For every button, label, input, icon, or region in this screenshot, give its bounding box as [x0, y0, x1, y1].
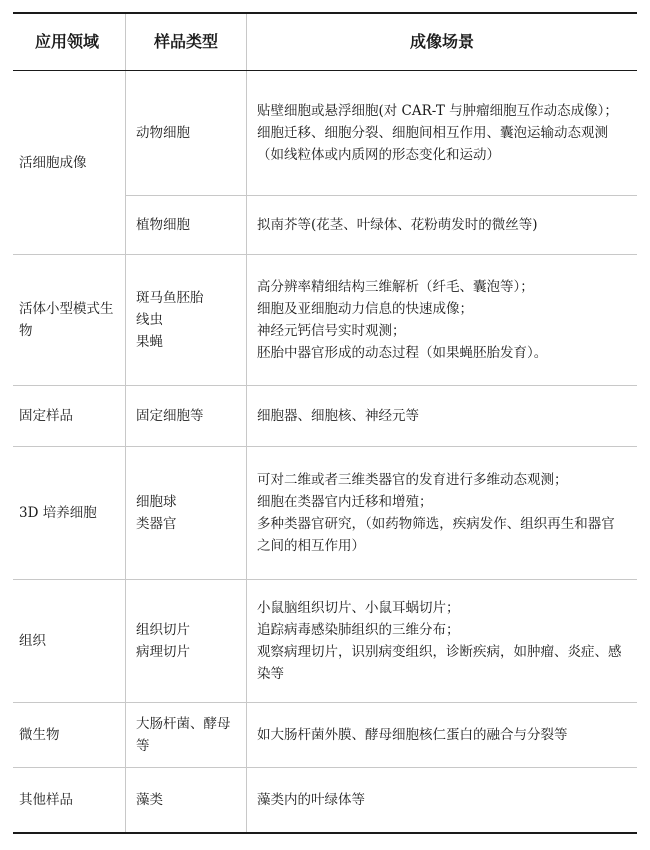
scene-line: 多种类器官研究，（如药物筛选，疾病发作、组织再生和器官之间的相互作用）	[257, 516, 615, 554]
scene-line: 高分辨率精细结构三维解析（纤毛、囊泡等）；	[257, 279, 534, 295]
application-table	[13, 12, 637, 834]
scene-cell	[247, 703, 638, 768]
scene-cell	[247, 580, 638, 703]
scene-cell	[247, 196, 638, 255]
domain-cell: 固定样品	[13, 386, 126, 447]
scene-line: 细胞器、细胞核、神经元等	[257, 408, 419, 424]
type-cell	[126, 386, 247, 447]
table-row	[13, 71, 637, 196]
domain-cell: 3D 培养细胞	[13, 447, 126, 580]
table-row	[13, 768, 637, 834]
type-line: 斑马鱼胚胎	[136, 290, 204, 306]
type-cell	[126, 71, 247, 196]
header-sample-type: 样品类型	[126, 13, 247, 71]
type-cell	[126, 703, 247, 768]
table-row	[13, 703, 637, 768]
type-line: 藻类	[136, 792, 163, 808]
scene-line: 细胞及亚细胞动力信息的快速成像；	[257, 301, 473, 317]
scene-line: 贴壁细胞或悬浮细胞(对 CAR-T 与肿瘤细胞互作动态成像）；	[257, 103, 618, 119]
type-line: 组织切片	[136, 622, 190, 638]
scene-line: 细胞迁移、细胞分裂、细胞间相互作用、囊泡运输动态观测（如线粒体或内质网的形态变化和运动）	[257, 125, 608, 163]
table-row	[13, 447, 637, 580]
scene-line: 观察病理切片，识别病变组织，诊断疾病，如肿瘤、炎症、感染等	[257, 644, 622, 682]
scene-line: 追踪病毒感染肺组织的三维分布；	[257, 622, 460, 638]
header-imaging-scene: 成像场景	[247, 13, 638, 71]
scene-line: 胚胎中器官形成的动态过程（如果蝇胚胎发育）。	[257, 345, 548, 361]
scene-line: 小鼠脑组织切片、小鼠耳蜗切片；	[257, 600, 460, 616]
table-row	[13, 386, 637, 447]
table-row	[13, 255, 637, 386]
domain-cell: 活细胞成像	[13, 71, 126, 255]
type-line: 固定细胞等	[136, 408, 204, 424]
type-cell	[126, 196, 247, 255]
header-row	[13, 13, 637, 71]
type-cell	[126, 255, 247, 386]
scene-cell	[247, 768, 638, 834]
type-line: 线虫	[136, 312, 163, 328]
domain-cell: 组织	[13, 580, 126, 703]
scene-line: 可对二维或者三维类器官的发育进行多维动态观测；	[257, 472, 568, 488]
type-line: 类器官	[136, 516, 177, 532]
domain-cell: 其他样品	[13, 768, 126, 834]
type-cell	[126, 447, 247, 580]
scene-line: 拟南芥等(花茎、叶绿体、花粉萌发时的微丝等)	[257, 217, 538, 233]
type-cell	[126, 768, 247, 834]
scene-cell	[247, 71, 638, 196]
scene-cell	[247, 386, 638, 447]
domain-cell: 微生物	[13, 703, 126, 768]
scene-cell	[247, 255, 638, 386]
type-line: 植物细胞	[136, 217, 190, 233]
type-line: 病理切片	[136, 644, 190, 660]
scene-line: 细胞在类器官内迁移和增殖；	[257, 494, 433, 510]
type-cell	[126, 580, 247, 703]
type-line: 大肠杆菌、酵母等	[136, 716, 231, 754]
domain-cell: 活体小型模式生物	[13, 255, 126, 386]
type-line: 细胞球	[136, 494, 177, 510]
header-domain: 应用领域	[13, 13, 126, 71]
scene-cell	[247, 447, 638, 580]
scene-line: 如大肠杆菌外膜、酵母细胞核仁蛋白的融合与分裂等	[257, 727, 568, 743]
scene-line: 藻类内的叶绿体等	[257, 792, 365, 808]
type-line: 果蝇	[136, 334, 163, 350]
type-line: 动物细胞	[136, 125, 190, 141]
scene-line: 神经元钙信号实时观测；	[257, 323, 406, 339]
table-row	[13, 580, 637, 703]
